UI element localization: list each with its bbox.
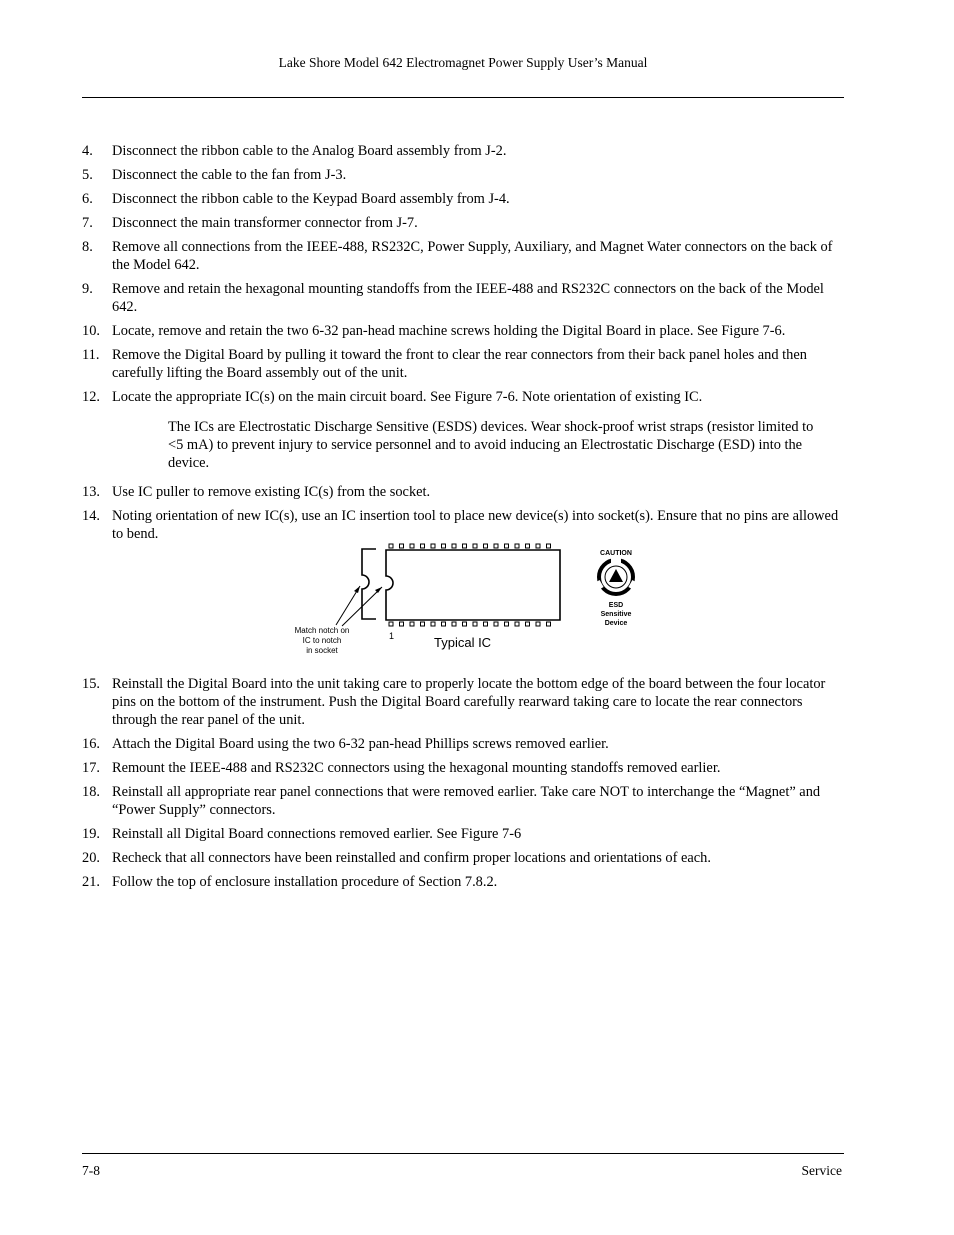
- step-number: 20.: [82, 850, 100, 866]
- match-notch-label-1: Match notch on: [294, 626, 350, 635]
- step-number: 14.: [82, 508, 100, 524]
- ic-pin: [442, 622, 446, 626]
- ic-pin: [515, 622, 519, 626]
- section-name: Service: [801, 1163, 842, 1178]
- step-number: 7.: [82, 215, 93, 231]
- ic-pin: [452, 622, 456, 626]
- step-text: Remove and retain the hexagonal mounting standoffs from the IEEE-488 and RS232C connectors on the back of the Model 642.: [112, 281, 824, 315]
- match-notch-label-2: IC to notch: [302, 636, 342, 645]
- step-item: [82, 238, 844, 274]
- step-number: 11.: [82, 347, 100, 363]
- step-item: [82, 190, 844, 208]
- step-number: 19.: [82, 826, 100, 842]
- step-number: 13.: [82, 484, 100, 500]
- footer-rule: [82, 1153, 844, 1154]
- ic-diagram: [286, 541, 642, 661]
- ic-pin: [515, 544, 519, 548]
- step-item: [82, 825, 844, 843]
- ic-pin: [421, 544, 425, 548]
- step-item: [82, 783, 844, 819]
- steps-list-c: [82, 675, 844, 897]
- step-item: [82, 388, 844, 406]
- ic-pin: [452, 544, 456, 548]
- ic-pin: [389, 622, 393, 626]
- step-number: 6.: [82, 191, 93, 207]
- page-number: 7-8: [82, 1163, 100, 1178]
- ic-pin: [547, 622, 551, 626]
- header-rule: [82, 97, 844, 98]
- caution-label: CAUTION: [600, 550, 632, 557]
- step-text: Noting orientation of new IC(s), use an IC insertion tool to place new device(s) into socket(s). Ensure that no pins are allowed to bend.: [112, 508, 839, 542]
- step-text: Reinstall all Digital Board connections removed earlier. See Figure 7-6: [112, 826, 522, 842]
- step-number: 4.: [82, 143, 93, 159]
- step-number: 17.: [82, 760, 100, 776]
- arrowhead: [354, 586, 360, 593]
- step-text: Locate, remove and retain the two 6-32 pan-head machine screws holding the Digital Board in place. See Figure 7-6.: [112, 323, 786, 339]
- ic-label: Typical IC: [434, 635, 492, 650]
- step-item: [82, 166, 844, 184]
- step-number: 18.: [82, 784, 100, 800]
- step-number: 21.: [82, 874, 100, 890]
- ic-pin: [431, 622, 435, 626]
- ic-pin: [410, 622, 414, 626]
- step-text: Attach the Digital Board using the two 6-32 pan-head Phillips screws removed earlier.: [112, 736, 609, 752]
- ic-pin: [536, 544, 540, 548]
- step-text: Recheck that all connectors have been reinstalled and confirm proper locations and orientations of each.: [112, 850, 711, 866]
- ic-pin: [526, 622, 530, 626]
- ic-pin: [400, 544, 404, 548]
- step-item: [82, 142, 844, 160]
- match-notch-label-3: in socket: [306, 646, 338, 655]
- step-text: Disconnect the ribbon cable to the Analog Board assembly from J-2.: [112, 143, 507, 159]
- step-number: 12.: [82, 389, 100, 405]
- esd-caution-note: The ICs are Electrostatic Discharge Sensitive (ESDS) devices. Wear shock-proof wrist straps (resistor limited to <5 mA) to prevent injury to service personnel and to avoid inducing an Electrostatic Discharge (ESD) into the device.: [168, 419, 814, 471]
- ic-top-pins: [389, 544, 551, 548]
- ic-pin: [431, 544, 435, 548]
- step-text: Reinstall all appropriate rear panel connections that were removed earlier. Take care NOT to interchange the “Magnet” and “Power Supply” connectors.: [112, 784, 821, 818]
- typical-ic-figure: [286, 541, 642, 661]
- ic-pin: [389, 544, 393, 548]
- ic-pin: [484, 544, 488, 548]
- step-item: [82, 322, 844, 340]
- ic-pin: [494, 622, 498, 626]
- step-number: 10.: [82, 323, 100, 339]
- step-item: [82, 759, 844, 777]
- step-number: 9.: [82, 281, 93, 297]
- step-item: [82, 849, 844, 867]
- step-item: [82, 483, 844, 501]
- steps-list-a: [82, 142, 844, 412]
- ic-body: [386, 550, 560, 620]
- step-text: Disconnect the cable to the fan from J-3.: [112, 167, 347, 183]
- ic-bottom-pins: [389, 622, 551, 626]
- step-item: [82, 507, 844, 543]
- running-header: Lake Shore Model 642 Electromagnet Power Supply User’s Manual: [278, 55, 648, 70]
- ic-pin: [463, 544, 467, 548]
- ic-pin: [547, 544, 551, 548]
- step-number: 15.: [82, 676, 100, 692]
- ic-pin: [473, 544, 477, 548]
- ic-pin: [536, 622, 540, 626]
- ic-pin: [494, 544, 498, 548]
- step-number: 8.: [82, 239, 93, 255]
- step-text: Disconnect the main transformer connector from J-7.: [112, 215, 418, 231]
- ic-pin: [463, 622, 467, 626]
- step-number: 5.: [82, 167, 93, 183]
- ic-pin: [526, 544, 530, 548]
- esd-label-3: Device: [604, 620, 628, 627]
- pin-one-label: 1: [389, 631, 395, 641]
- step-text: Reinstall the Digital Board into the unit taking care to properly locate the bottom edge of the board between the four locator pins on the bottom of the instrument. Push the Digital Board carefully rearward taking care to locate the rear connectors through the rear panel of the unit.: [112, 676, 826, 728]
- ic-pin: [410, 544, 414, 548]
- esd-label-2: Sensitive: [600, 611, 632, 618]
- ic-pin: [484, 622, 488, 626]
- step-text: Remount the IEEE-488 and RS232C connectors using the hexagonal mounting standoffs removed earlier.: [112, 760, 721, 776]
- ic-pin: [442, 544, 446, 548]
- step-text: Locate the appropriate IC(s) on the main circuit board. See Figure 7-6. Note orientation of existing IC.: [112, 389, 703, 405]
- step-item: [82, 873, 844, 891]
- esd-symbol-icon: [594, 557, 639, 594]
- step-item: [82, 675, 844, 729]
- ic-pin: [505, 622, 509, 626]
- ic-pin: [421, 622, 425, 626]
- step-text: Remove the Digital Board by pulling it toward the front to clear the rear connectors from their back panel holes and then carefully lifting the Board assembly out of the unit.: [112, 347, 807, 381]
- step-number: 16.: [82, 736, 100, 752]
- step-item: [82, 346, 844, 382]
- ic-pin: [400, 622, 404, 626]
- step-text: Remove all connections from the IEEE-488, RS232C, Power Supply, Auxiliary, and Magnet Water connectors on the back of the Model 642.: [112, 239, 833, 273]
- step-item: [82, 214, 844, 232]
- ic-pin: [505, 544, 509, 548]
- step-text: Disconnect the ribbon cable to the Keypad Board assembly from J-4.: [112, 191, 510, 207]
- socket-outline: [362, 549, 376, 619]
- step-text: Follow the top of enclosure installation procedure of Section 7.8.2.: [112, 874, 498, 890]
- step-item: [82, 280, 844, 316]
- esd-label-1: ESD: [608, 602, 624, 609]
- ic-pin: [473, 622, 477, 626]
- arrowhead: [375, 587, 382, 593]
- steps-list-b: [82, 483, 844, 549]
- step-text: Use IC puller to remove existing IC(s) from the socket.: [112, 484, 431, 500]
- step-item: [82, 735, 844, 753]
